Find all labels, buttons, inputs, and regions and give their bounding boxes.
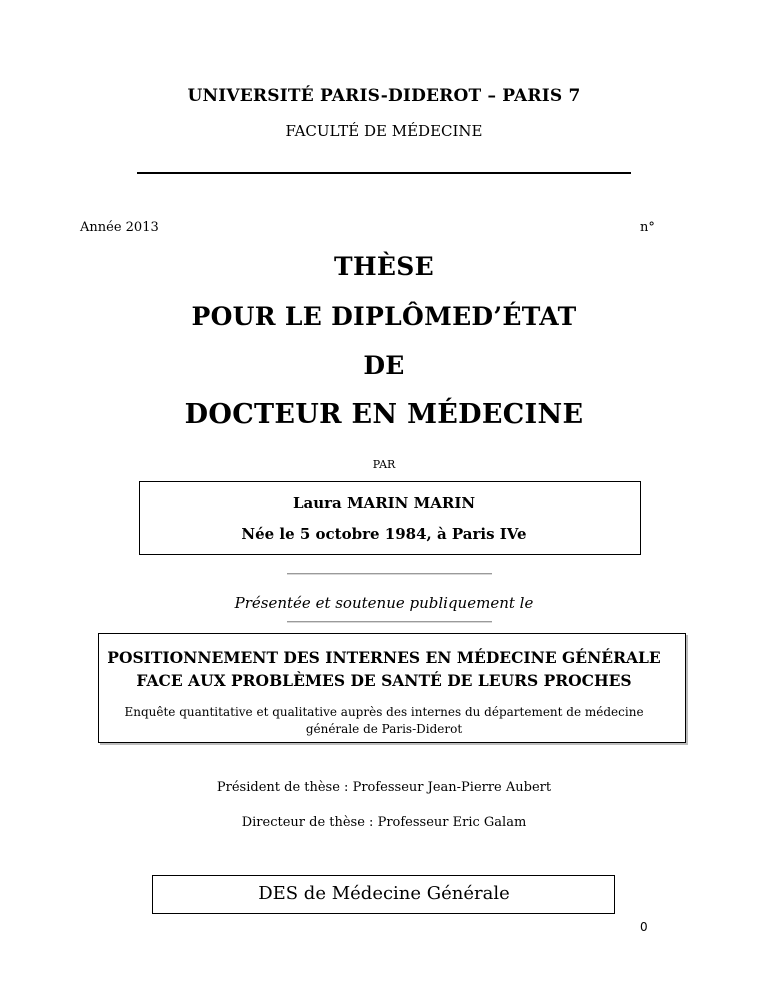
diploma-label: DES de Médecine Générale: [258, 883, 510, 904]
header-divider: [137, 172, 631, 174]
by-label: PAR: [372, 458, 396, 471]
diploma-heading: POUR LE DIPLÔMED’ÉTAT: [191, 302, 577, 331]
degree-heading: DOCTEUR EN MÉDECINE: [184, 399, 584, 430]
presented-divider-top: [287, 573, 492, 575]
faculty-name: FACULTÉ DE MÉDECINE: [285, 122, 483, 140]
author-birth: Née le 5 octobre 1984, à Paris IVe: [241, 525, 527, 543]
thesis-title-line1: POSITIONNEMENT DES INTERNES EN MÉDECINE GÉNÉRALE: [107, 648, 661, 667]
thesis-number-label: n°: [640, 220, 655, 235]
page-number: 0: [640, 920, 648, 934]
thesis-director: Directeur de thèse : Professeur Eric Galam: [241, 815, 527, 830]
presented-divider-bottom: [287, 621, 492, 623]
thesis-subtitle-line1: Enquête quantitative et qualitative auprès des internes du département de médecine: [124, 705, 644, 719]
presented-label: Présentée et soutenue publiquement le: [234, 594, 534, 612]
de-heading: DE: [363, 351, 405, 380]
university-name: UNIVERSITÉ PARIS-DIDEROT – PARIS 7: [187, 86, 581, 106]
year-label: Année 2013: [80, 220, 159, 235]
document-type-heading: THÈSE: [334, 252, 434, 281]
author-box: [139, 481, 641, 555]
author-name: Laura MARIN MARIN: [292, 494, 476, 512]
jury-president: Président de thèse : Professeur Jean-Pierre Aubert: [216, 780, 552, 795]
thesis-subtitle-line2: générale de Paris-Diderot: [305, 722, 463, 736]
thesis-title-line2: FACE AUX PROBLÈMES DE SANTÉ DE LEURS PROCHES: [136, 671, 632, 690]
